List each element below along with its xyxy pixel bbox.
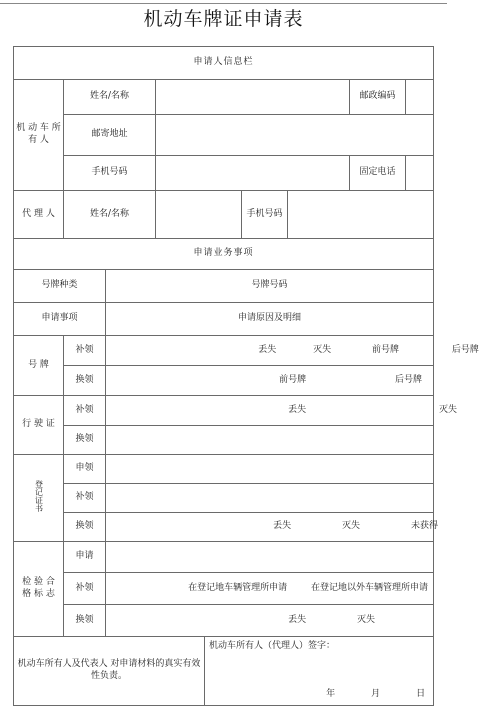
certificate-reissue-label: 补领 (64, 484, 106, 513)
certificate-apply-label: 申领 (64, 455, 106, 484)
certificate-replace-label: 换领 (64, 513, 106, 542)
certificate-label (14, 455, 64, 542)
date-month: 月 (371, 689, 381, 700)
applicant-section-header: 申请人信息栏 (14, 47, 434, 80)
license-reissue-options (106, 396, 458, 426)
mobile-label: 手机号码 (64, 156, 156, 191)
license-replace-field[interactable] (106, 426, 434, 455)
license-reissue-label: 补领 (64, 396, 106, 426)
plate-reissue-lost-option[interactable]: 丢失 (258, 344, 277, 355)
license-reissue-destroyed-option[interactable]: 灭失 (439, 404, 458, 415)
plate-replace-label: 换领 (64, 366, 106, 396)
plate-replace-options (106, 366, 434, 396)
agent-name-label: 姓名/名称 (64, 191, 156, 239)
inspection-destroyed-option[interactable]: 灭失 (357, 614, 376, 625)
application-form-table (13, 46, 479, 706)
date-year: 年 (326, 689, 336, 700)
inspection-apply-field[interactable] (106, 542, 434, 573)
inspection-label: 检 验 合 格 标 志 (14, 542, 64, 637)
address-label: 邮寄地址 (64, 115, 156, 156)
business-section-header: 申请业务事项 (14, 239, 434, 270)
owner-name-field[interactable] (156, 80, 350, 115)
mobile-field[interactable] (156, 156, 350, 191)
inspection-apply-label: 申请 (64, 542, 106, 573)
declaration-text: 机动车所有人及代表人 对申请材料的真实有效性负责。 (14, 637, 205, 706)
page-title: 机动车牌证申请表 (143, 8, 304, 30)
certificate-destroyed-option[interactable]: 灭失 (342, 521, 361, 532)
address-field[interactable] (156, 115, 434, 156)
owner-label: 机 动 车 所 有 人 (14, 80, 64, 191)
matter-label: 申请事项 (14, 303, 106, 336)
plate-replace-front-option[interactable]: 前号牌 (279, 374, 307, 385)
phone-label: 固定电话 (350, 156, 406, 191)
license-reissue-lost-option[interactable]: 丢失 (288, 404, 307, 415)
certificate-apply-field[interactable] (106, 455, 434, 484)
plate-reissue-options (106, 336, 479, 366)
agent-label: 代 理 人 (14, 191, 64, 239)
postcode-label: 邮政编码 (350, 80, 406, 115)
plate-reissue-rear-option[interactable]: 后号牌 (451, 344, 479, 355)
signature-date (326, 689, 425, 701)
inspection-local-option[interactable]: 在登记地车辆管理所申请 (188, 582, 288, 593)
inspection-lost-option[interactable]: 丢失 (288, 614, 307, 625)
signature-label: 机动车所有人（代理人）签字： (209, 641, 336, 651)
date-day: 日 (416, 689, 426, 700)
plate-number-label: 号牌号码 (106, 270, 434, 303)
license-replace-label: 换领 (64, 426, 106, 455)
agent-mobile-field[interactable] (288, 191, 434, 239)
plate-reissue-label: 补领 (64, 336, 106, 366)
certificate-label-text: 登记证书 (34, 479, 44, 512)
certificate-replace-options (106, 513, 438, 542)
agent-name-field[interactable] (156, 191, 242, 239)
reason-label: 申请原因及明细 (106, 303, 434, 336)
certificate-lost-option[interactable]: 丢失 (273, 521, 292, 532)
plate-replace-rear-option[interactable]: 后号牌 (395, 374, 423, 385)
phone-field[interactable] (406, 156, 434, 191)
owner-name-label: 姓名/名称 (64, 80, 156, 115)
top-rule (0, 3, 447, 4)
postcode-field[interactable] (406, 80, 434, 115)
inspection-remote-option[interactable]: 在登记地以外车辆管理所申请 (311, 582, 429, 593)
certificate-reissue-field[interactable] (106, 484, 434, 513)
plate-type-label: 号牌种类 (14, 270, 106, 303)
inspection-reissue-options (106, 573, 434, 605)
certificate-not-obtained-option[interactable]: 未获得 (410, 521, 438, 532)
agent-mobile-label: 手机号码 (242, 191, 288, 239)
plate-reissue-destroyed-option[interactable]: 灭失 (313, 344, 332, 355)
license-label: 行 驶 证 (14, 396, 64, 455)
inspection-replace-options (106, 605, 434, 637)
inspection-reissue-label: 补领 (64, 573, 106, 605)
inspection-replace-label: 换领 (64, 605, 106, 637)
plate-label: 号 牌 (14, 336, 64, 396)
plate-reissue-front-option[interactable]: 前号牌 (372, 344, 400, 355)
signature-area[interactable] (205, 637, 434, 706)
